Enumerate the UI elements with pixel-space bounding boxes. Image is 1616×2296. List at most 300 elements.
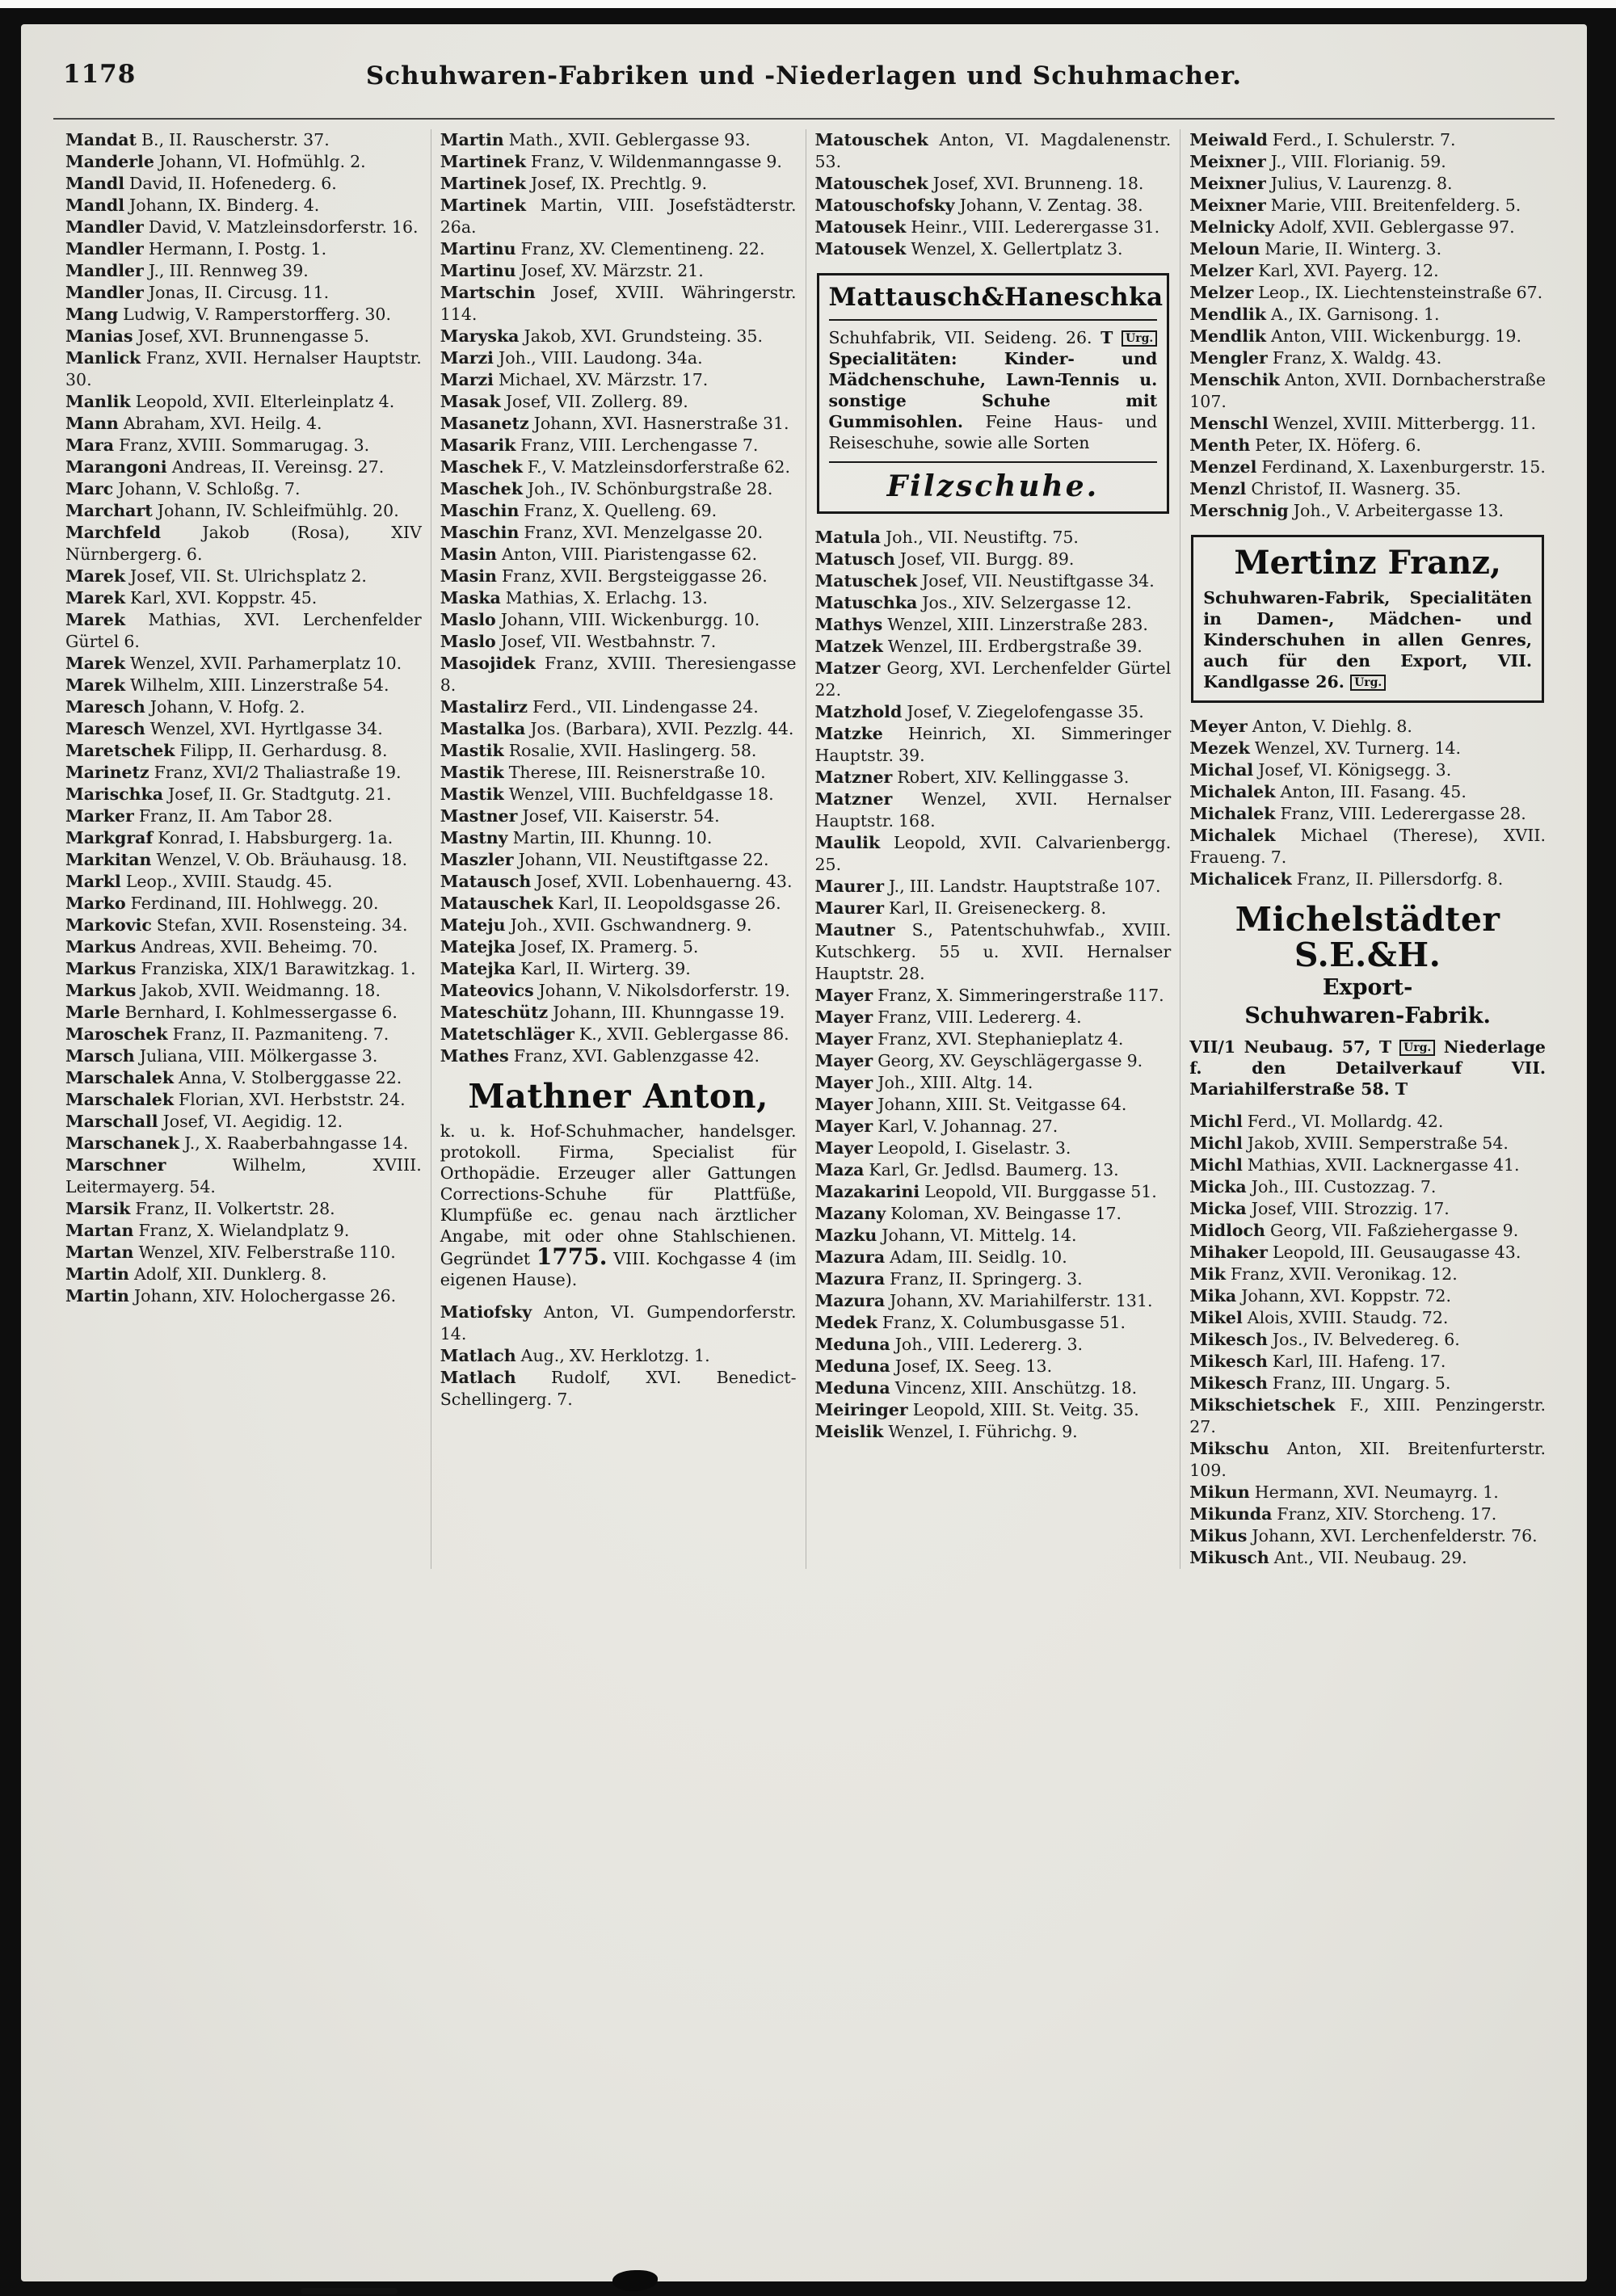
entry-surname: Mateovics <box>440 981 534 1000</box>
entry-surname: Marchart <box>65 501 153 520</box>
entry-surname: Mathes <box>440 1046 509 1066</box>
entry-address: Andreas, XVII. Beheimg. 70. <box>136 937 378 957</box>
entry-address: J., VIII. Florianig. 59. <box>1265 152 1446 171</box>
entry-surname: Markgraf <box>65 828 154 847</box>
entry-address: Wilhelm, XIII. Linzerstraße 54. <box>125 675 389 695</box>
entry-address: Robert, XIV. Kellinggasse 3. <box>892 767 1130 788</box>
entry-address: Karl, II. Wirterg. 39. <box>516 959 691 978</box>
entry-address: Christof, II. Wasnerg. 35. <box>1246 479 1462 498</box>
directory-entry <box>65 1264 422 1285</box>
entry-address: Franz, XVI. Menzelgasse 20. <box>519 523 764 542</box>
directory-entry <box>65 1242 422 1264</box>
entry-address: Peter, IX. Höferg. 6. <box>1250 435 1421 455</box>
directory-entry <box>815 173 1172 195</box>
entry-surname: Markitan <box>65 850 152 869</box>
entry-address: Wenzel, III. Erdbergstraße 39. <box>882 637 1143 657</box>
entry-surname: Mendlik <box>1189 305 1267 324</box>
directory-entry <box>440 1045 797 1067</box>
directory-entry <box>815 832 1172 876</box>
directory-entry <box>815 767 1172 788</box>
entry-surname: Masanetz <box>440 414 529 433</box>
directory-column-1 <box>57 129 431 1569</box>
paper-sheet <box>21 24 1587 2281</box>
directory-entry <box>1189 1373 1546 1394</box>
entry-address: Hermann, I. Postg. 1. <box>143 239 327 259</box>
directory-entry <box>1189 304 1546 326</box>
entry-surname: Mastik <box>440 763 504 782</box>
directory-entry <box>1189 1111 1546 1133</box>
directory-entry <box>65 609 422 653</box>
directory-entry <box>65 566 422 587</box>
entry-address: Franz, X. Wielandplatz 9. <box>133 1221 350 1240</box>
directory-entry <box>440 500 797 522</box>
directory-entry <box>440 718 797 740</box>
entry-address: Wenzel, VIII. Buchfeldgasse 18. <box>503 784 774 804</box>
entry-surname: Maszler <box>440 850 514 869</box>
entry-surname: Masojidek <box>440 654 536 673</box>
entry-address: Karl, V. Johannag. 27. <box>873 1116 1058 1137</box>
directory-entry <box>65 238 422 260</box>
entry-surname: Marle <box>65 1003 120 1022</box>
entry-address: Florian, XVI. Herbststr. 24. <box>174 1090 406 1109</box>
entry-address: Anton, V. Diehlg. 8. <box>1247 717 1412 736</box>
directory-entry <box>65 827 422 849</box>
entry-surname: Mandl <box>65 196 125 215</box>
entry-address: Franz, XVII. Hernalser Hauptstr. 30. <box>65 348 422 389</box>
directory-entry <box>1189 500 1546 522</box>
entry-address: Franz, XVII. Bergsteiggasse 26. <box>496 566 768 586</box>
entry-address: Johann, IX. Binderg. 4. <box>124 196 320 215</box>
entry-surname: Mika <box>1189 1285 1237 1306</box>
entry-surname: Michalicek <box>1189 869 1292 889</box>
directory-entry <box>440 369 797 391</box>
entry-address: Joh., VIII. Ledererg. 3. <box>890 1335 1084 1355</box>
entry-surname: Mandler <box>65 217 144 237</box>
entry-surname: Marschanek <box>65 1133 180 1153</box>
entry-address: Leopold, I. Giselastr. 3. <box>873 1138 1071 1159</box>
entry-address: Wenzel, I. Führichg. 9. <box>883 1422 1078 1442</box>
entry-surname: Markovic <box>65 915 152 935</box>
entry-address: Vincenz, XIII. Anschützg. 18. <box>890 1378 1138 1398</box>
directory-entry <box>65 1002 422 1024</box>
entry-surname: Meixner <box>1189 196 1266 215</box>
registry-tag: Urg. <box>1350 675 1386 691</box>
entry-address: Karl, III. Hafeng. 17. <box>1267 1351 1446 1371</box>
ad-mertinz-franz <box>1191 535 1544 703</box>
entry-address: Mathias, XVII. Lacknergasse 41. <box>1242 1154 1520 1175</box>
entry-surname: Maschek <box>440 457 523 477</box>
directory-entry <box>65 1089 422 1111</box>
entry-surname: Mang <box>65 305 119 324</box>
entry-surname: Maschin <box>440 501 520 520</box>
directory-entry <box>65 784 422 805</box>
entry-surname: Menth <box>1189 435 1251 455</box>
entry-address: Anton, XII. Breitenfurterstr. 109. <box>1189 1438 1546 1480</box>
entry-surname: Maurer <box>814 877 885 897</box>
entry-surname: Marschalek <box>65 1090 175 1109</box>
entry-address: Leopold, VII. Burggasse 51. <box>920 1182 1157 1202</box>
scan-smudge-small <box>301 2288 398 2294</box>
entry-surname: Mikesch <box>1189 1373 1268 1393</box>
entry-surname: Michal <box>1189 760 1254 780</box>
entry-surname: Menzel <box>1189 457 1257 477</box>
entry-address: Johann, VIII. Wickenburgg. 10. <box>495 610 760 629</box>
directory-entry <box>1189 1394 1546 1438</box>
entry-address: Leop., XVIII. Staudg. 45. <box>120 872 333 891</box>
running-head-title: Schuhwaren-Fabriken und -Niederlagen und Schuhmacher. <box>365 61 1243 90</box>
entry-surname: Matousek <box>814 217 907 237</box>
directory-entry <box>440 805 797 827</box>
directory-entry <box>440 609 797 631</box>
directory-entry <box>440 653 797 696</box>
directory-entry <box>1189 129 1546 151</box>
entry-address: Heinrich, XI. Simmeringer Hauptstr. 39. <box>814 724 1172 766</box>
entry-address: Adolf, XII. Dunklerg. 8. <box>128 1264 327 1284</box>
entry-surname: Meyer <box>1189 717 1248 736</box>
entry-address: Johann, VI. Hofmühlg. 2. <box>154 152 366 171</box>
directory-entry <box>440 413 797 435</box>
directory-entry <box>65 958 422 980</box>
directory-entry <box>65 696 422 718</box>
directory-entry <box>440 1367 797 1411</box>
entry-surname: Maschek <box>440 479 523 498</box>
entry-address: David, II. Hofenederg. 6. <box>124 174 337 193</box>
ad-body <box>829 327 1158 453</box>
entry-address: Koloman, XV. Beingasse 17. <box>886 1204 1122 1224</box>
directory-entry <box>1189 1525 1546 1547</box>
directory-entry <box>65 871 422 893</box>
entry-address: Franz, V. Wildenmanngasse 9. <box>525 152 782 171</box>
entry-address: Wenzel, XIII. Linzerstraße 283. <box>882 615 1148 635</box>
entry-surname: Masin <box>440 566 497 586</box>
entry-surname: Michl <box>1189 1133 1243 1153</box>
entry-address: Wenzel, XIV. Felberstraße 110. <box>133 1243 396 1262</box>
header-rule <box>53 118 1555 120</box>
entry-surname: Marek <box>65 610 126 629</box>
directory-entry <box>440 827 797 849</box>
entry-surname: Midloch <box>1189 1220 1265 1240</box>
ad-body-text: 1775. <box>536 1243 608 1271</box>
entry-address: Leopold, XVII. Calvarienbergg. 25. <box>814 833 1172 875</box>
directory-entry <box>1189 738 1546 759</box>
directory-column-4 <box>1180 129 1555 1569</box>
entry-address: Bernhard, I. Kohlmessergasse 6. <box>120 1003 398 1022</box>
directory-entry <box>1189 413 1546 435</box>
entry-address: Rudolf, XVI. Benedict-Schellingerg. 7. <box>440 1368 797 1410</box>
entry-address: Josef, VIII. Strozzig. 17. <box>1246 1198 1450 1218</box>
directory-entry <box>1189 347 1546 369</box>
directory-entry <box>815 1334 1172 1356</box>
directory-entry <box>440 1301 797 1345</box>
entry-surname: Markl <box>65 872 121 891</box>
entry-surname: Mandler <box>65 239 144 259</box>
entry-surname: Meislik <box>814 1422 884 1442</box>
directory-entry <box>815 636 1172 658</box>
directory-entry <box>65 1198 422 1220</box>
directory-entry <box>815 1181 1172 1203</box>
entry-address: Wenzel, XVIII. Mitterbergg. 11. <box>1268 414 1536 433</box>
entry-surname: Marsch <box>65 1046 135 1066</box>
entry-address: Ant., VII. Neubaug. 29. <box>1269 1547 1467 1567</box>
directory-entry <box>440 1002 797 1024</box>
entry-address: Ferd., VI. Mollardg. 42. <box>1242 1111 1444 1131</box>
entry-surname: Meixner <box>1189 152 1266 171</box>
entry-surname: Mayer <box>814 1116 873 1137</box>
entry-surname: Marek <box>65 654 126 673</box>
entry-address: Josef, VII. Neustiftgasse 34. <box>917 571 1155 591</box>
entry-surname: Maroschek <box>65 1024 168 1044</box>
ad-title: Michelstädter S.E.&H. <box>1235 900 1500 975</box>
entry-address: Andreas, II. Vereinsg. 27. <box>166 457 385 477</box>
entry-address: Franz, XVI/2 Thaliastraße 19. <box>149 763 402 782</box>
directory-entry <box>1189 369 1546 413</box>
entry-address: Ferd., VII. Lindengasse 24. <box>528 697 759 717</box>
entry-address: Franz, X. Quelleng. 69. <box>519 501 718 520</box>
directory-entry <box>65 587 422 609</box>
entry-surname: Mann <box>65 414 119 433</box>
entry-surname: Martan <box>65 1221 134 1240</box>
entry-surname: Mandl <box>65 174 125 193</box>
entry-address: Franz, XVIII. Theresiengasse 8. <box>440 654 797 695</box>
entry-address: Jos. (Barbara), XVII. Pezzlg. 44. <box>525 719 794 738</box>
directory-entry <box>65 653 422 675</box>
directory-entry <box>815 919 1172 985</box>
entry-address: Joh., XIII. Altg. 14. <box>873 1073 1033 1093</box>
entry-surname: Mik <box>1189 1264 1226 1284</box>
directory-entry <box>65 762 422 784</box>
directory-entry <box>65 282 422 304</box>
directory-entry <box>1189 151 1546 173</box>
directory-entry <box>65 413 422 435</box>
directory-entry <box>815 1225 1172 1247</box>
directory-entry <box>440 696 797 718</box>
directory-entry <box>1189 435 1546 456</box>
directory-entry <box>65 456 422 478</box>
directory-entry <box>440 849 797 871</box>
scan-edge-strip <box>0 0 1616 8</box>
ad-body-text: Feine Haus- und Reiseschuhe, sowie alle Sorten <box>828 412 1158 453</box>
entry-surname: Merschnig <box>1189 501 1289 520</box>
directory-entry <box>65 1024 422 1045</box>
entry-surname: Manlick <box>65 348 141 368</box>
entry-surname: Marsik <box>65 1199 131 1218</box>
directory-entry <box>815 1356 1172 1377</box>
entry-address: Georg, XVI. Lerchenfelder Gürtel 22. <box>814 658 1172 700</box>
directory-entry <box>440 1345 797 1367</box>
ad-body-text: k. u. k. Hof-Schuhmacher, handelsger. protokoll. Firma, Specialist für Orthopädie. Erzeuger aller Gattungen Corrections-Schuhe für Plattfüße, Klumpfüße ec. genau nach ärztlicher Angabe, mit oder ohne Stahlschienen. Gegründet <box>440 1121 797 1269</box>
entry-surname: Martan <box>65 1243 134 1262</box>
directory-entry <box>1189 1154 1546 1176</box>
entry-address: Franz, VIII. Ledererg. 4. <box>873 1007 1082 1028</box>
entry-surname: Meduna <box>814 1335 890 1355</box>
entry-address: Johann, XV. Mariahilferstr. 131. <box>885 1291 1153 1311</box>
entry-surname: Mikun <box>1189 1482 1250 1502</box>
ad-body-text: Niederlage f. den Detailverkauf VII. Mariahilferstraße 58. T <box>1189 1037 1546 1099</box>
entry-address: Franz, XVI. Stephanieplatz 4. <box>873 1029 1124 1049</box>
directory-entry <box>440 980 797 1002</box>
entry-surname: Mikus <box>1189 1525 1248 1545</box>
entry-address: Johann, XVI. Hasnerstraße 31. <box>528 414 789 433</box>
directory-entry <box>65 326 422 347</box>
entry-address: Josef, IX. Prechtlg. 9. <box>525 174 708 193</box>
directory-entry <box>65 500 422 522</box>
entry-surname: Melzer <box>1189 283 1254 302</box>
directory-entry <box>815 1137 1172 1159</box>
entry-address: Josef, XVI. Brunnengasse 5. <box>133 326 370 346</box>
directory-entry <box>1189 868 1546 890</box>
ad-body <box>1189 1037 1546 1100</box>
directory-entry <box>440 762 797 784</box>
directory-entry <box>65 260 422 282</box>
entry-surname: Marek <box>65 588 126 608</box>
entry-surname: Matuschka <box>814 593 918 613</box>
entry-address: Adolf, XVII. Geblergasse 97. <box>1274 217 1515 237</box>
directory-entry <box>815 1072 1172 1094</box>
directory-entry <box>1189 825 1546 868</box>
entry-surname: Masarik <box>440 435 516 455</box>
entry-surname: Mandler <box>65 283 144 302</box>
directory-columns <box>21 129 1587 1569</box>
entry-surname: Matejka <box>440 937 516 957</box>
entry-address: A., IX. Garnisong. 1. <box>1266 305 1440 324</box>
entry-surname: Mateschütz <box>440 1003 549 1022</box>
entry-surname: Martin <box>65 1286 129 1306</box>
directory-entry <box>815 1116 1172 1137</box>
directory-entry <box>65 893 422 915</box>
entry-surname: Matouschek <box>814 130 928 149</box>
entry-surname: Michl <box>1189 1154 1243 1175</box>
directory-column-2 <box>431 129 806 1569</box>
directory-entry <box>440 740 797 762</box>
entry-address: Ludwig, V. Ramperstorfferg. 30. <box>118 305 391 324</box>
entry-address: Mathias, XVI. Lerchenfelder Gürtel 6. <box>65 610 422 651</box>
entry-surname: Mayer <box>814 986 873 1006</box>
entry-surname: Masak <box>440 392 501 411</box>
entry-address: David, V. Matzleinsdorferstr. 16. <box>143 217 419 237</box>
entry-surname: Maresch <box>65 697 145 717</box>
directory-entry <box>440 631 797 653</box>
directory-entry <box>1189 217 1546 238</box>
entry-address: Franz, VIII. Lerchengasse 7. <box>516 435 759 455</box>
directory-entry <box>440 566 797 587</box>
directory-entry <box>440 1024 797 1045</box>
ad-body-text: VIII. Kochgasse 4 (im eigenen Hause). <box>440 1249 797 1290</box>
entry-surname: Matzner <box>814 789 893 809</box>
entry-address: Johann, XVI. Koppstr. 72. <box>1236 1285 1451 1306</box>
directory-entry <box>815 238 1172 260</box>
directory-entry <box>1189 1176 1546 1198</box>
entry-surname: Martinu <box>440 239 516 259</box>
entry-surname: Marker <box>65 806 134 826</box>
ad-body-text: Specialitäten: Kinder- und Mädchenschuhe, Lawn-Tennis u. sonstige Schuhe mit Gummisohlen. <box>828 349 1158 432</box>
entry-address: Johann, XIII. St. Veitgasse 64. <box>873 1095 1127 1115</box>
entry-address: Jonas, II. Circusg. 11. <box>143 283 330 302</box>
entry-surname: Mikusch <box>1189 1547 1269 1567</box>
entry-surname: Matlach <box>440 1368 516 1388</box>
entry-surname: Mastny <box>440 828 508 847</box>
entry-address: Jakob, XVI. Grundsteing. 35. <box>519 326 763 346</box>
directory-entry <box>815 876 1172 898</box>
entry-surname: Matzer <box>814 658 881 679</box>
entry-surname: Marschall <box>65 1112 158 1131</box>
entry-surname: Mikunda <box>1189 1503 1273 1524</box>
directory-entry <box>815 195 1172 217</box>
directory-entry <box>440 347 797 369</box>
entry-surname: Mazura <box>814 1269 886 1289</box>
entry-address: Josef, XVI. Brunneng. 18. <box>928 174 1144 193</box>
entry-address: Joh., III. Custozzag. 7. <box>1246 1176 1437 1196</box>
entry-surname: Marschner <box>65 1155 166 1175</box>
entry-surname: Matusch <box>814 549 895 570</box>
entry-address: J., X. Raaberbahngasse 14. <box>179 1133 409 1153</box>
directory-entry <box>1189 456 1546 478</box>
directory-entry <box>65 740 422 762</box>
entry-address: Konrad, I. Habsburgerg. 1a. <box>153 828 393 847</box>
entry-address: Franz, XVIII. Sommarugag. 3. <box>114 435 370 455</box>
entry-address: Martin, VIII. Josefstädterstr. 26a. <box>440 196 797 237</box>
entry-address: Franz, X. Waldg. 43. <box>1267 348 1442 368</box>
entry-surname: Michalek <box>1189 782 1276 801</box>
entry-surname: Markus <box>65 937 137 957</box>
entry-address: Jakob, XVII. Weidmanng. 18. <box>136 981 381 1000</box>
entry-surname: Martin <box>440 130 504 149</box>
ad-body <box>1203 587 1532 692</box>
entry-surname: Matouschofsky <box>814 196 955 215</box>
entry-address: Wenzel, XVII. Parhamerplatz 10. <box>125 654 402 673</box>
entry-surname: Michalek <box>1189 804 1276 823</box>
entry-surname: Mayer <box>814 1051 873 1071</box>
directory-entry <box>1189 282 1546 304</box>
entry-address: Wenzel, V. Ob. Bräuhausg. 18. <box>151 850 408 869</box>
entry-surname: Matausch <box>440 872 532 891</box>
entry-address: Anton, III. Fasang. 45. <box>1275 782 1467 801</box>
entry-address: Filipp, II. Gerhardusg. 8. <box>175 741 388 760</box>
entry-surname: Martinek <box>440 174 526 193</box>
directory-entry <box>1189 195 1546 217</box>
ad-line: Schuhwaren-Fabrik. <box>1244 1003 1491 1028</box>
entry-surname: Maslo <box>440 632 496 651</box>
directory-entry <box>815 985 1172 1007</box>
entry-address: Jos., IV. Belvedereg. 6. <box>1267 1329 1460 1349</box>
entry-surname: Micka <box>1189 1176 1247 1196</box>
ad-body-text: Schuhfabrik, VII. Seideng. 26. <box>828 328 1101 348</box>
ad-body-text <box>1113 328 1122 347</box>
entry-address: Anton, VIII. Wickenburgg. 19. <box>1266 326 1521 346</box>
directory-entry <box>815 701 1172 723</box>
entry-address: F., V. Matzleinsdorferstraße 62. <box>522 457 790 477</box>
directory-entry <box>815 614 1172 636</box>
directory-entry <box>815 570 1172 592</box>
directory-entry <box>65 915 422 936</box>
entry-address: Georg, XV. Geyschlägergasse 9. <box>873 1051 1143 1071</box>
entry-address: F., XIII. Penzingerstr. 27. <box>1189 1394 1546 1436</box>
entry-address: Wenzel, X. Gellertplatz 3. <box>906 239 1123 259</box>
entry-surname: Micka <box>1189 1198 1247 1218</box>
directory-entry <box>65 391 422 413</box>
entry-surname: Marschalek <box>65 1068 175 1087</box>
directory-entry <box>815 1094 1172 1116</box>
directory-entry <box>815 549 1172 570</box>
entry-address: Leopold, XVII. Elterleinplatz 4. <box>130 392 395 411</box>
entry-address: Josef, II. Gr. Stadtgutg. 21. <box>162 784 392 804</box>
directory-entry <box>440 129 797 151</box>
entry-address: B., II. Rauscherstr. 37. <box>136 130 330 149</box>
entry-surname: Martinu <box>440 261 516 280</box>
entry-address: Jakob, XVIII. Semperstraße 54. <box>1242 1133 1509 1153</box>
entry-surname: Mazura <box>814 1247 886 1268</box>
directory-entry <box>815 898 1172 919</box>
entry-surname: Maulik <box>814 833 881 853</box>
